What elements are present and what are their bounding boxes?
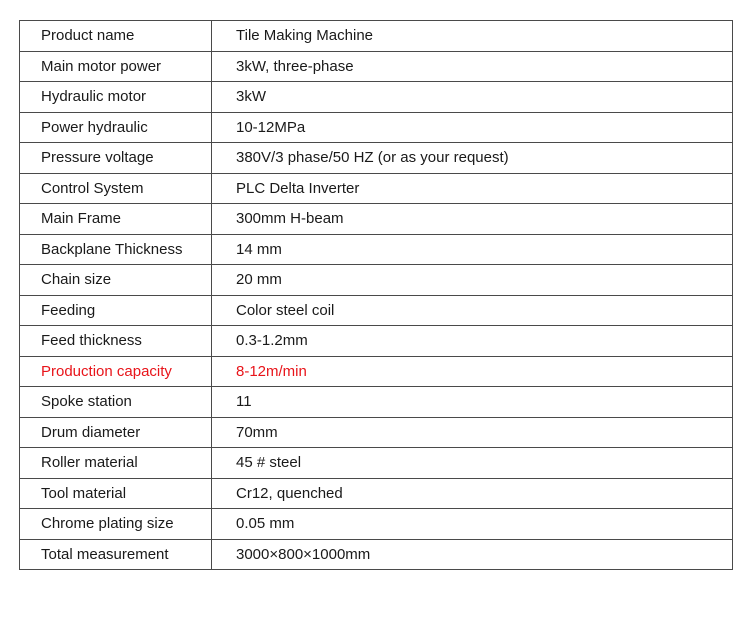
table-row — [20, 478, 733, 509]
table-row — [20, 82, 733, 113]
row-value: 8-12m/min — [212, 356, 733, 387]
row-label: Roller material — [20, 448, 212, 479]
table-row — [20, 326, 733, 357]
row-value: 70mm — [212, 417, 733, 448]
row-label: Control System — [20, 173, 212, 204]
table-row — [20, 112, 733, 143]
row-value: Color steel coil — [212, 295, 733, 326]
row-value: 0.05 mm — [212, 509, 733, 540]
table-row — [20, 173, 733, 204]
row-label: Total measurement — [20, 539, 212, 570]
table-row — [20, 295, 733, 326]
table-row — [20, 51, 733, 82]
spec-table — [19, 20, 733, 570]
row-label: Chrome plating size — [20, 509, 212, 540]
row-label: Spoke station — [20, 387, 212, 418]
row-value: Tile Making Machine — [212, 21, 733, 52]
table-row — [20, 234, 733, 265]
table-row — [20, 387, 733, 418]
table-row — [20, 417, 733, 448]
row-label: Production capacity — [20, 356, 212, 387]
row-label: Feed thickness — [20, 326, 212, 357]
row-label: Backplane Thickness — [20, 234, 212, 265]
row-value: 11 — [212, 387, 733, 418]
table-row-highlighted — [20, 356, 733, 387]
table-row — [20, 143, 733, 174]
row-value: 300mm H-beam — [212, 204, 733, 235]
row-label: Main motor power — [20, 51, 212, 82]
table-row — [20, 448, 733, 479]
row-value: PLC Delta Inverter — [212, 173, 733, 204]
row-value: 3kW, three-phase — [212, 51, 733, 82]
row-label: Pressure voltage — [20, 143, 212, 174]
row-label: Main Frame — [20, 204, 212, 235]
row-value: 380V/3 phase/50 HZ (or as your request) — [212, 143, 733, 174]
row-value: 10-12MPa — [212, 112, 733, 143]
row-label: Power hydraulic — [20, 112, 212, 143]
row-label: Product name — [20, 21, 212, 52]
table-row — [20, 265, 733, 296]
row-value: 14 mm — [212, 234, 733, 265]
row-label: Drum diameter — [20, 417, 212, 448]
row-label: Chain size — [20, 265, 212, 296]
row-value: 20 mm — [212, 265, 733, 296]
row-value: 3000×800×1000mm — [212, 539, 733, 570]
row-label: Tool material — [20, 478, 212, 509]
row-label: Feeding — [20, 295, 212, 326]
table-row — [20, 204, 733, 235]
row-value: 3kW — [212, 82, 733, 113]
table-row — [20, 509, 733, 540]
table-row — [20, 21, 733, 52]
row-label: Hydraulic motor — [20, 82, 212, 113]
row-value: Cr12, quenched — [212, 478, 733, 509]
row-value: 0.3-1.2mm — [212, 326, 733, 357]
row-value: 45 # steel — [212, 448, 733, 479]
table-row — [20, 539, 733, 570]
